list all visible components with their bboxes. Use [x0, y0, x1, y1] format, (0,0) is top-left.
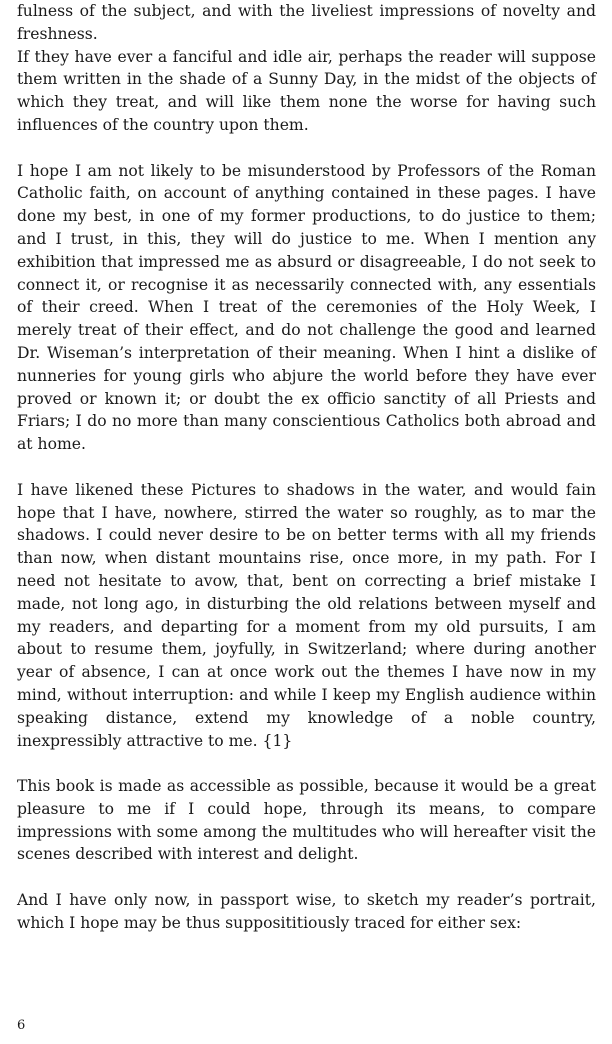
body-text [17, 0, 596, 957]
paragraph-accessible-book: This book is made as accessible as possible, because it would be a great pleasure to me if I could hope, through its means, to compare impressions with some among the multitudes who will hereafter visit the scenes described with interest and delight. [17, 777, 596, 864]
paragraph-passport-wise: And I have only now, in passport wise, to sketch my reader’s portrait, which I hope may be thus supposititiously traced for either sex: [17, 891, 596, 932]
paragraph-fanciful-air: If they have ever a fanciful and idle air, perhaps the reader will suppose them written in the shade of a Sunny Day, in the midst of the objects of which they treat, and will like them none the worse for having such influences of the country upon them. [17, 47, 596, 134]
page-number: 6 [17, 1018, 26, 1033]
paragraph-shadows-in-water: I have likened these Pictures to shadows in the water, and would fain hope that I have, nowhere, stirred the water so roughly, as to mar the shadows. I could never desire to be on better terms with all my friends than now, when distant mountains rise, once more, in my path. For I need not hesitate to avow, that, bent on correcting a brief mistake I made, not long ago, in disturbing the old relations between myself and my readers, and departing for a moment from my old pursuits, I am about to resume them, joyfully, in Switzerland; where during another year of absence, I can at once work out the themes I have now in my mind, without interruption: and while I keep my English audience within speaking distance, extend my knowledge of a noble country, inexpressibly attractive to me. {1} [17, 480, 596, 750]
paragraph-continuation: fulness of the subject, and with the liveliest impressions of novelty and freshness. [17, 2, 596, 43]
paragraph-roman-catholic: I hope I am not likely to be misunderstood by Professors of the Roman Catholic faith, on account of anything contained in these pages. I have done my best, in one of my former productions, to do justice to them; and I trust, in this, they will do justice to me. When I mention any exhibition that impressed me as absurd or disagreeable, I do not seek to connect it, or recognise it as necessarily connected with, any essentials of their creed. When I treat of the ceremonies of the Holy Week, I merely treat of their effect, and do not challenge the good and learned Dr. Wiseman’s interpretation of their meaning. When I hint a dislike of nunneries for young girls who abjure the world before they have ever proved or known it; or doubt the ex officio sanctity of all Priests and Friars; I do no more than many conscientious Catholics both abroad and at home. [17, 161, 596, 454]
